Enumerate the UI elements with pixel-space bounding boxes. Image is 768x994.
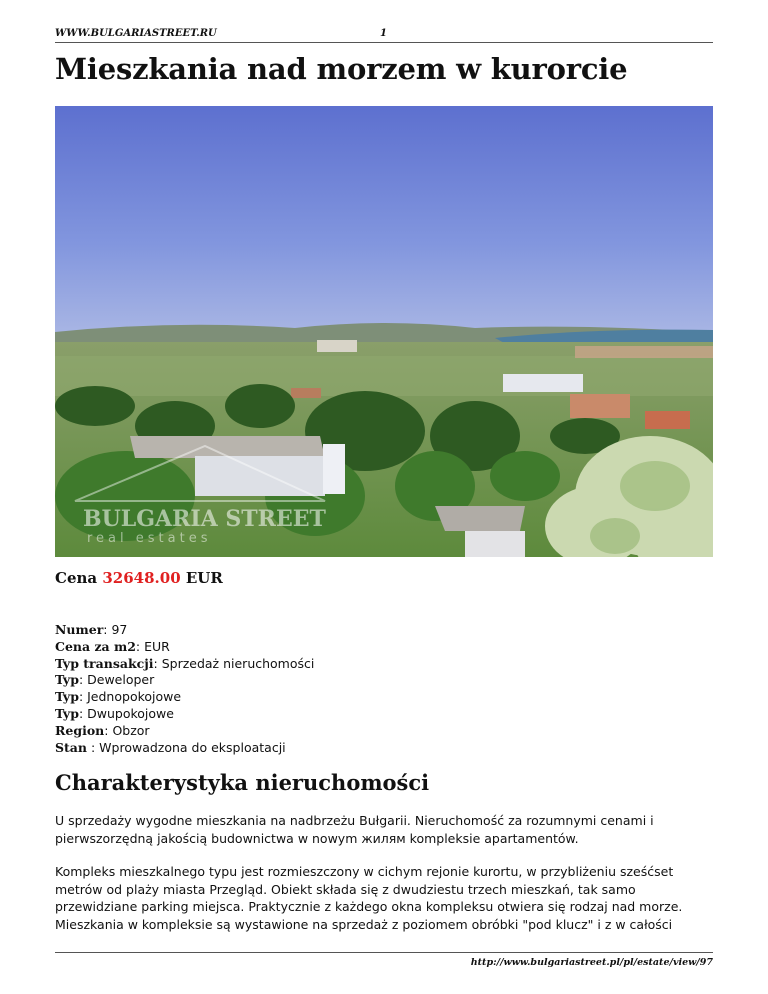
price-value: 32648.00 xyxy=(102,569,181,587)
property-photo xyxy=(55,106,713,557)
property-row: Region: Obzor xyxy=(55,722,150,738)
footer-url: http://www.bulgariastreet.pl/pl/estate/view/97 xyxy=(470,957,713,968)
property-row: Cena za m2: EUR xyxy=(55,638,170,654)
description-paragraph: U sprzedaży wygodne mieszkania na nadbrzeżu Bułgarii. Nieruchomość za rozumnymi cenami i pierwszorzędną jakością budownictwa w nowym жилям kompleksie apartamentów. xyxy=(55,813,654,846)
header-site: WWW.BULGARIASTREET.RU xyxy=(55,28,217,39)
page-header xyxy=(55,26,713,43)
watermark-title: BULGARIA STREET xyxy=(83,506,326,532)
price-line xyxy=(55,569,223,587)
description-paragraph: Kompleks mieszkalnego typu jest rozmieszczony w cichym rejonie kurortu, w przybliżeniu sześćset metrów od plaży miasta Przegląd. Obiekt składa się z dwudziestu trzech mieszkań, tak samo przewidziane parking miejsca. Praktycznie z każdego okna kompleksu otwiera się rodzaj nad morze. Mieszkania w kompleksie są wystawione na sprzedaż z poziomem obróbki "pod klucz" i z w całości xyxy=(55,864,683,932)
property-row: Stan : Wprowadzona do eksploatacji xyxy=(55,739,286,755)
watermark-subtitle: real estates xyxy=(87,531,212,546)
section-title: Charakterystyka nieruchomości xyxy=(55,770,430,795)
price-label: Cena xyxy=(55,569,98,587)
property-row: Numer: 97 xyxy=(55,622,128,637)
property-row: Typ: Jednopokojowe xyxy=(55,689,182,705)
page-number: 1 xyxy=(380,28,387,39)
page-footer xyxy=(55,952,713,968)
property-row: Typ: Dwupokojowe xyxy=(55,705,174,721)
property-row: Typ transakcji: Sprzedaż nieruchomości xyxy=(55,655,315,671)
property-row: Typ: Deweloper xyxy=(55,672,155,688)
page-title: Mieszkania nad morzem w kurorcie xyxy=(55,52,628,86)
price-currency: EUR xyxy=(185,569,223,587)
property-details xyxy=(55,622,314,756)
